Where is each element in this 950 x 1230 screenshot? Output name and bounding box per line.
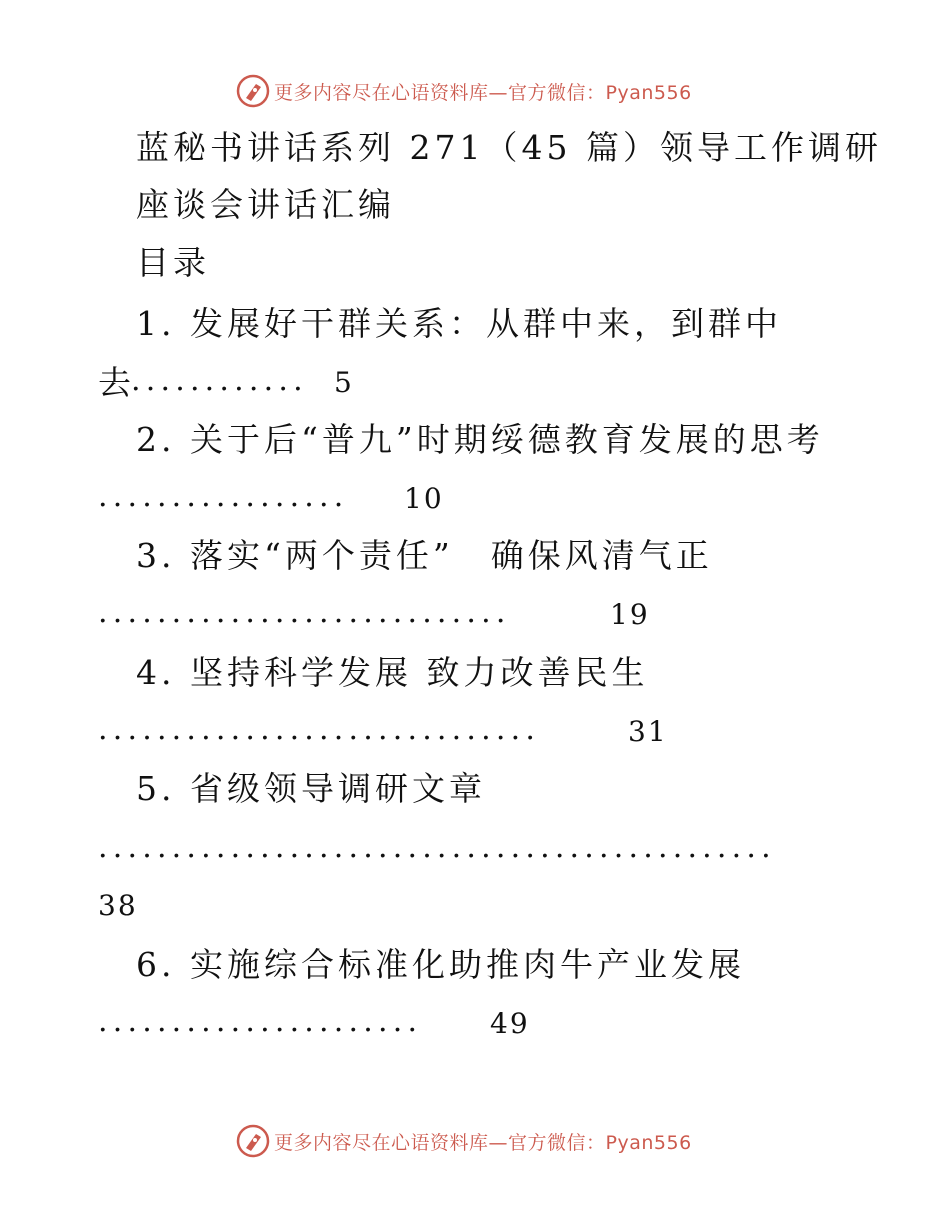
toc-item-1-page: 5 (334, 366, 354, 399)
toc-item-4-leader: .............................. (98, 712, 541, 747)
pen-nib-circle-icon (236, 1124, 270, 1158)
toc-item-1[interactable]: 1. 发展好干群关系：从群中来，到群中 (136, 304, 782, 343)
document-title-line1: 蓝秘书讲话系列 271（45 篇）领导工作调研 (136, 128, 882, 167)
header-banner (236, 74, 692, 108)
toc-item-4-page: 31 (628, 715, 668, 748)
footer-banner (236, 1124, 692, 1158)
toc-item-2[interactable]: 2. 关于后“普九”时期绥德教育发展的思考 (136, 420, 824, 459)
toc-item-3-page: 19 (610, 598, 650, 631)
banner-text: 更多内容尽在心语资料库—官方微信：Pyan556 (274, 1131, 692, 1154)
toc-item-5-page: 38 (98, 889, 138, 922)
toc-item-2-page: 10 (404, 482, 444, 515)
toc-item-3-leader: ............................ (98, 595, 511, 630)
toc-item-5[interactable]: 5. 省级领导调研文章 (136, 769, 486, 808)
banner-text: 更多内容尽在心语资料库—官方微信：Pyan556 (274, 81, 692, 104)
toc-item-4[interactable]: 4. 坚持科学发展 致力改善民生 (136, 653, 649, 692)
toc-item-1-leader: ............ (131, 363, 308, 398)
pen-nib-circle-icon (236, 74, 270, 108)
toc-item-3[interactable]: 3. 落实“两个责任” 确保风清气正 (136, 536, 713, 575)
toc-heading: 目录 (136, 243, 210, 282)
toc-item-6-leader: ...................... (98, 1004, 423, 1039)
toc-item-2-leader: ................. (98, 479, 349, 514)
toc-item-1-continuation: 去 (98, 363, 135, 402)
toc-item-6[interactable]: 6. 实施综合标准化助推肉牛产业发展 (136, 945, 745, 984)
toc-item-6-page: 49 (490, 1007, 530, 1040)
toc-item-5-leader: .............................................. (98, 830, 776, 865)
document-title-line2: 座谈会讲话汇编 (136, 185, 395, 224)
